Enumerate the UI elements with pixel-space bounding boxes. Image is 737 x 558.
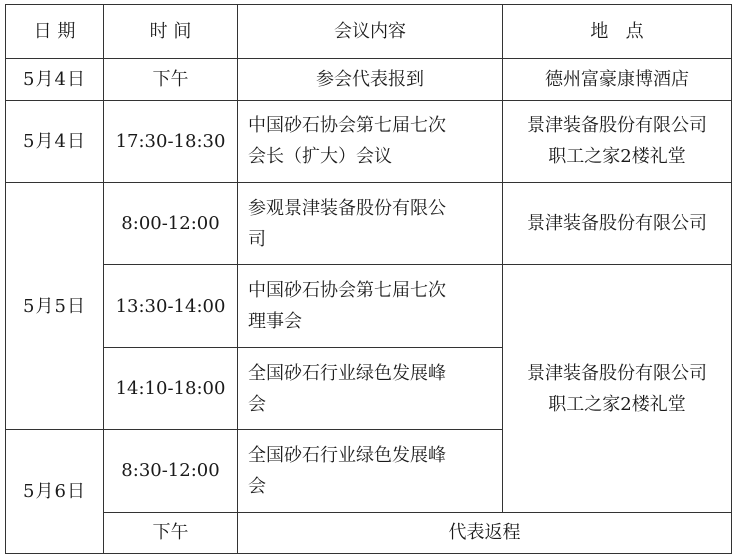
content-cell: [238, 265, 503, 347]
time-cell: 13:30-14:00: [104, 265, 238, 347]
time-cell: 17:30-18:30: [104, 100, 238, 182]
content-line: 中国砂石协会第七届七次: [248, 280, 446, 302]
place-line: 职工之家2楼礼堂: [548, 146, 686, 168]
header-content: 会议内容: [238, 5, 503, 59]
content-cell: [238, 430, 503, 512]
content-cell: 代表返程: [238, 512, 732, 553]
date-cell: 5月4日: [6, 100, 104, 182]
table-row: [6, 512, 732, 553]
time-cell: 14:10-18:00: [104, 347, 238, 429]
place-cell: [503, 100, 732, 182]
date-cell: 5月5日: [6, 182, 104, 429]
content-cell: 参会代表报到: [238, 59, 503, 100]
time-cell: 8:00-12:00: [104, 182, 238, 264]
table-row: [6, 100, 732, 182]
content-line: 中国砂石协会第七届七次: [248, 115, 446, 137]
header-time: 时 间: [104, 5, 238, 59]
time-cell: 下午: [104, 512, 238, 553]
meeting-schedule-table: [5, 4, 732, 554]
content-line: 全国砂石行业绿色发展峰: [248, 362, 446, 384]
content-line: 理事会: [248, 311, 302, 333]
place-line: 景津装备股份有限公司: [527, 362, 707, 384]
content-cell: [238, 100, 503, 182]
content-cell: [238, 182, 503, 264]
content-line: 司: [248, 228, 266, 250]
content-cell: [238, 347, 503, 429]
header-row: [6, 5, 732, 59]
table-row: [6, 59, 732, 100]
content-line: 会: [248, 475, 266, 497]
header-date: 日 期: [6, 5, 104, 59]
place-line: 职工之家2楼礼堂: [548, 393, 686, 415]
content-line: 全国砂石行业绿色发展峰: [248, 444, 446, 466]
table-row: [6, 265, 732, 347]
place-cell: 景津装备股份有限公司: [503, 182, 732, 264]
content-line: 参观景津装备股份有限公: [248, 197, 446, 219]
place-cell: 德州富豪康博酒店: [503, 59, 732, 100]
place-line: 景津装备股份有限公司: [527, 115, 707, 137]
date-cell: 5月4日: [6, 59, 104, 100]
content-line: 会长（扩大）会议: [248, 146, 392, 168]
place-cell: [503, 265, 732, 512]
date-cell: 5月6日: [6, 430, 104, 554]
time-cell: 下午: [104, 59, 238, 100]
content-line: 会: [248, 393, 266, 415]
time-cell: 8:30-12:00: [104, 430, 238, 512]
header-place: 地 点: [503, 5, 732, 59]
table-row: [6, 182, 732, 264]
